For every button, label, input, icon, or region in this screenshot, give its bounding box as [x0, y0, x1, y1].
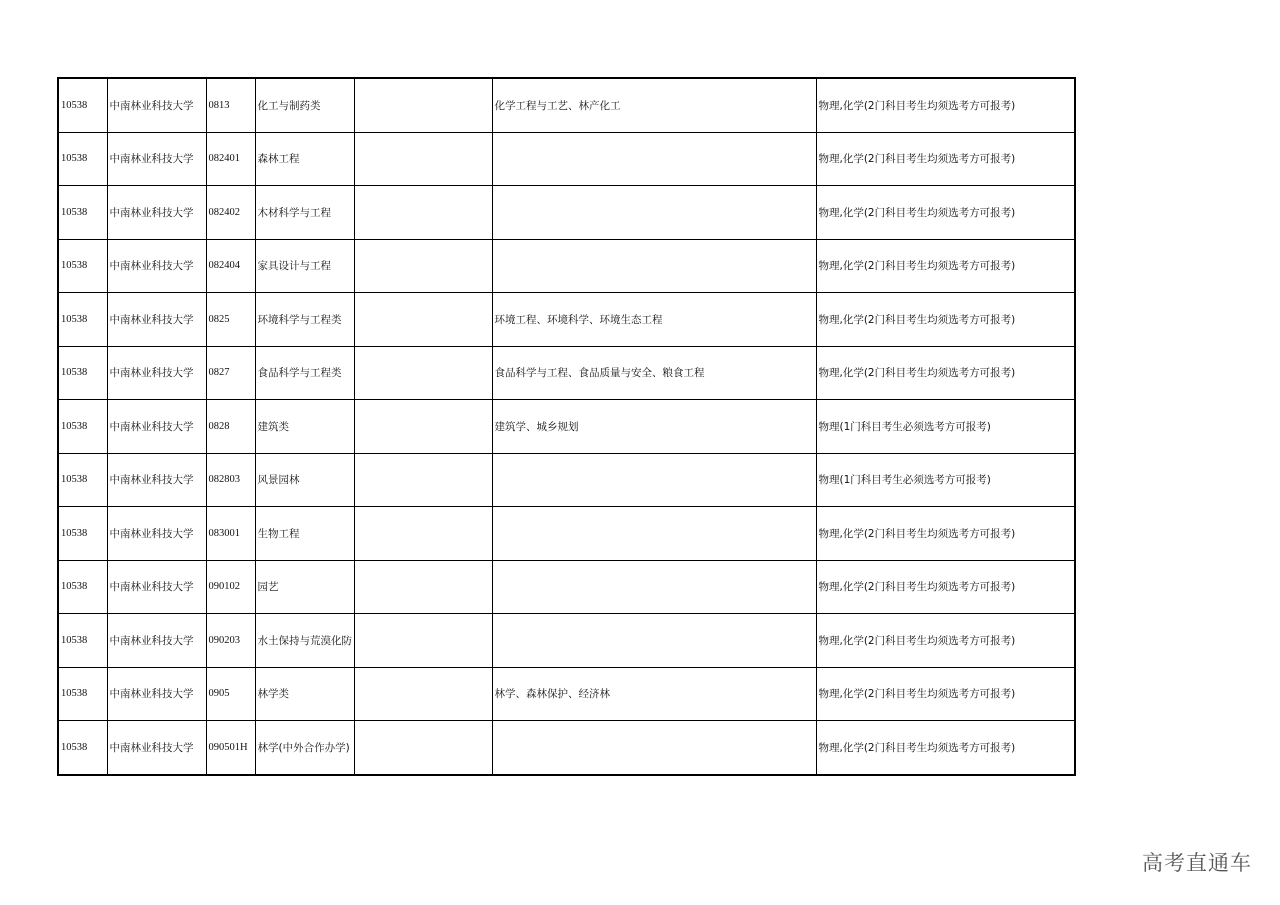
major-code-cell: 082803	[206, 453, 255, 507]
school-code-cell: 10538	[58, 78, 107, 132]
included-majors-cell: 化学工程与工艺、林产化工	[492, 78, 816, 132]
school-name-cell: 中南林业科技大学	[107, 614, 206, 668]
included-majors-cell	[492, 239, 816, 293]
major-name-cell: 森林工程	[255, 132, 354, 186]
note-cell	[354, 400, 492, 454]
subject-requirement-cell: 物理,化学(2门科目考生均须选考方可报考)	[816, 507, 1075, 561]
school-code-cell: 10538	[58, 507, 107, 561]
school-name-cell: 中南林业科技大学	[107, 186, 206, 240]
school-name-cell: 中南林业科技大学	[107, 560, 206, 614]
major-name-cell: 化工与制药类	[255, 78, 354, 132]
table-row	[58, 560, 1075, 614]
school-name-cell: 中南林业科技大学	[107, 239, 206, 293]
major-code-cell: 0828	[206, 400, 255, 454]
subject-requirement-cell: 物理,化学(2门科目考生均须选考方可报考)	[816, 293, 1075, 347]
included-majors-cell	[492, 507, 816, 561]
admission-requirements-table	[57, 77, 1076, 776]
note-cell	[354, 614, 492, 668]
major-name-cell: 林学类	[255, 667, 354, 721]
note-cell	[354, 453, 492, 507]
subject-requirement-cell: 物理,化学(2门科目考生均须选考方可报考)	[816, 560, 1075, 614]
school-name-cell: 中南林业科技大学	[107, 507, 206, 561]
note-cell	[354, 239, 492, 293]
major-name-cell: 生物工程	[255, 507, 354, 561]
major-code-cell: 0825	[206, 293, 255, 347]
major-name-cell: 风景园林	[255, 453, 354, 507]
table-row	[58, 667, 1075, 721]
major-code-cell: 0827	[206, 346, 255, 400]
school-name-cell: 中南林业科技大学	[107, 346, 206, 400]
major-code-cell: 083001	[206, 507, 255, 561]
subject-requirement-cell: 物理(1门科目考生必须选考方可报考)	[816, 453, 1075, 507]
table-row	[58, 132, 1075, 186]
subject-requirement-cell: 物理,化学(2门科目考生均须选考方可报考)	[816, 239, 1075, 293]
subject-requirement-cell: 物理,化学(2门科目考生均须选考方可报考)	[816, 78, 1075, 132]
table-row	[58, 186, 1075, 240]
included-majors-cell	[492, 614, 816, 668]
included-majors-cell: 食品科学与工程、食品质量与安全、粮食工程	[492, 346, 816, 400]
school-name-cell: 中南林业科技大学	[107, 667, 206, 721]
major-name-cell: 园艺	[255, 560, 354, 614]
table-row	[58, 614, 1075, 668]
major-name-cell: 林学(中外合作办学)	[255, 721, 354, 775]
subject-requirement-cell: 物理,化学(2门科目考生均须选考方可报考)	[816, 132, 1075, 186]
included-majors-cell	[492, 186, 816, 240]
table-row	[58, 507, 1075, 561]
school-code-cell: 10538	[58, 132, 107, 186]
major-name-cell: 木材科学与工程	[255, 186, 354, 240]
major-code-cell: 082402	[206, 186, 255, 240]
note-cell	[354, 507, 492, 561]
major-code-cell: 090102	[206, 560, 255, 614]
subject-requirement-cell: 物理(1门科目考生必须选考方可报考)	[816, 400, 1075, 454]
subject-requirement-cell: 物理,化学(2门科目考生均须选考方可报考)	[816, 721, 1075, 775]
major-code-cell: 082401	[206, 132, 255, 186]
note-cell	[354, 78, 492, 132]
included-majors-cell: 建筑学、城乡规划	[492, 400, 816, 454]
school-name-cell: 中南林业科技大学	[107, 453, 206, 507]
table-body	[58, 78, 1075, 775]
table-row	[58, 400, 1075, 454]
subject-requirement-cell: 物理,化学(2门科目考生均须选考方可报考)	[816, 346, 1075, 400]
major-name-cell: 建筑类	[255, 400, 354, 454]
school-code-cell: 10538	[58, 400, 107, 454]
included-majors-cell: 林学、森林保护、经济林	[492, 667, 816, 721]
subject-requirement-cell: 物理,化学(2门科目考生均须选考方可报考)	[816, 186, 1075, 240]
school-name-cell: 中南林业科技大学	[107, 293, 206, 347]
included-majors-cell	[492, 453, 816, 507]
note-cell	[354, 132, 492, 186]
major-code-cell: 0905	[206, 667, 255, 721]
school-name-cell: 中南林业科技大学	[107, 721, 206, 775]
table-row	[58, 346, 1075, 400]
table-row	[58, 293, 1075, 347]
major-name-cell: 环境科学与工程类	[255, 293, 354, 347]
note-cell	[354, 346, 492, 400]
note-cell	[354, 721, 492, 775]
school-code-cell: 10538	[58, 453, 107, 507]
subject-requirement-cell: 物理,化学(2门科目考生均须选考方可报考)	[816, 614, 1075, 668]
major-name-cell: 水土保持与荒漠化防	[255, 614, 354, 668]
included-majors-cell	[492, 560, 816, 614]
school-name-cell: 中南林业科技大学	[107, 132, 206, 186]
school-code-cell: 10538	[58, 346, 107, 400]
school-code-cell: 10538	[58, 667, 107, 721]
table-row	[58, 239, 1075, 293]
major-code-cell: 0813	[206, 78, 255, 132]
table-row	[58, 721, 1075, 775]
school-code-cell: 10538	[58, 239, 107, 293]
table-row	[58, 78, 1075, 132]
school-name-cell: 中南林业科技大学	[107, 78, 206, 132]
watermark-text: 高考直通车	[1142, 851, 1252, 875]
major-code-cell: 090203	[206, 614, 255, 668]
included-majors-cell	[492, 132, 816, 186]
note-cell	[354, 667, 492, 721]
major-code-cell: 090501H	[206, 721, 255, 775]
note-cell	[354, 293, 492, 347]
school-code-cell: 10538	[58, 293, 107, 347]
note-cell	[354, 186, 492, 240]
school-name-cell: 中南林业科技大学	[107, 400, 206, 454]
subject-requirement-cell: 物理,化学(2门科目考生均须选考方可报考)	[816, 667, 1075, 721]
included-majors-cell	[492, 721, 816, 775]
note-cell	[354, 560, 492, 614]
school-code-cell: 10538	[58, 186, 107, 240]
major-code-cell: 082404	[206, 239, 255, 293]
major-name-cell: 食品科学与工程类	[255, 346, 354, 400]
table-row	[58, 453, 1075, 507]
school-code-cell: 10538	[58, 614, 107, 668]
major-name-cell: 家具设计与工程	[255, 239, 354, 293]
school-code-cell: 10538	[58, 721, 107, 775]
included-majors-cell: 环境工程、环境科学、环境生态工程	[492, 293, 816, 347]
school-code-cell: 10538	[58, 560, 107, 614]
